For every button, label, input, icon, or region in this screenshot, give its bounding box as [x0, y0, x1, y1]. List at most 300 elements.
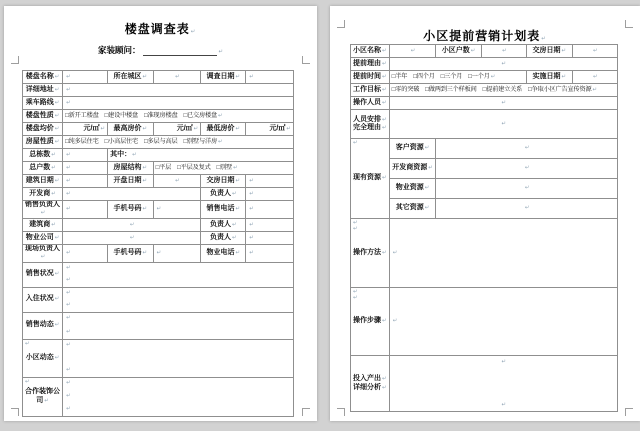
paragraph-marks [25, 341, 30, 347]
cell-text: 销售电话 [206, 205, 235, 213]
cell-text: 楼盘均价 [25, 124, 54, 132]
input-cell[interactable] [246, 231, 294, 244]
cell-text: 操作步骤 [353, 317, 382, 325]
paragraph-marks [353, 289, 358, 301]
paragraph-marks [353, 220, 358, 232]
paragraph-mark: ↵ [249, 234, 254, 241]
input-cell[interactable] [389, 110, 617, 139]
input-cell[interactable] [436, 139, 618, 159]
consultant-blank-field[interactable] [143, 47, 217, 56]
field-label [23, 71, 63, 84]
paragraph-mark: ↵ [249, 249, 254, 256]
paragraph-mark: ↵ [541, 36, 547, 42]
page-title-marketing-plan [330, 27, 640, 44]
cell-text: 提前理由 [353, 59, 382, 67]
paragraph-mark: ↵ [249, 206, 254, 213]
paragraph-mark: ↵ [286, 125, 291, 132]
paragraph-mark: ↵ [235, 125, 241, 132]
cell-text: 实施日期 [532, 72, 561, 80]
unit-cell [63, 123, 108, 136]
cell-text: 元/㎡ [269, 124, 286, 132]
input-cell[interactable] [153, 71, 201, 84]
cell-text: 操作方法 [353, 248, 382, 256]
input-cell[interactable] [572, 45, 617, 58]
paragraph-mark: ↵ [592, 47, 598, 54]
cell-text: 乘车路线 [25, 98, 54, 106]
paragraph-mark: ↵ [54, 296, 60, 303]
paragraph-mark: ↵ [524, 145, 530, 152]
paragraph-mark: ↵ [54, 125, 60, 132]
field-label [201, 71, 246, 84]
paragraph-mark: ↵ [231, 234, 237, 241]
unit-cell [246, 123, 294, 136]
checkbox-options[interactable] [389, 71, 526, 84]
paragraph-mark: ↵ [490, 74, 496, 81]
input-cell[interactable] [246, 175, 294, 188]
input-cell[interactable] [63, 262, 294, 287]
input-cell[interactable] [246, 188, 294, 201]
input-cell[interactable] [246, 71, 294, 84]
field-label-line: 完全理由 [353, 124, 382, 131]
cell-text: 负责人 [209, 220, 231, 228]
paragraph-mark: ↵ [25, 378, 30, 385]
field-label [23, 262, 63, 287]
checkbox-options[interactable] [63, 136, 294, 149]
cell-text: 小区动态 [25, 353, 54, 361]
paragraph-mark: ↵ [51, 151, 56, 158]
cell-text: 详细地址 [25, 85, 54, 93]
paragraph-mark: ↵ [156, 206, 162, 213]
field-label [351, 84, 390, 97]
paragraph-mark: ↵ [190, 29, 197, 35]
paragraph-mark: ↵ [392, 318, 398, 325]
paragraph-mark: ↵ [66, 151, 71, 158]
empty-paragraphs [65, 265, 291, 284]
input-cell[interactable] [389, 97, 617, 110]
input-cell[interactable] [63, 71, 108, 84]
checkbox-option-text: □零的突破 □做两到三个样板间 □提前建立关系 □争取小区广告宣传资源 [391, 86, 592, 94]
paragraph-mark: ↵ [382, 86, 387, 93]
paragraph-mark: ↵ [54, 73, 60, 80]
field-label [108, 244, 154, 262]
paragraph-mark: ↵ [592, 87, 597, 94]
paragraph-mark: ↵ [66, 73, 71, 80]
cell-text: 最高房价 [113, 124, 142, 132]
paragraph-mark: ↵ [502, 47, 507, 54]
cell-text: 现有资源 [353, 174, 382, 182]
cell-text: 物业资源 [395, 184, 424, 192]
margin-corner-mark [625, 408, 633, 416]
field-label [23, 97, 63, 110]
paragraph-mark: ↵ [249, 221, 254, 228]
field-label [108, 71, 154, 84]
field-label [351, 219, 390, 288]
input-cell[interactable] [481, 45, 526, 58]
paragraph-mark: ↵ [353, 289, 358, 295]
paragraph-mark: ↵ [142, 249, 148, 256]
paragraph-mark: ↵ [51, 221, 56, 228]
paragraph-mark: ↵ [382, 116, 387, 123]
input-cell[interactable] [153, 175, 201, 188]
paragraph-mark: ↵ [217, 113, 223, 120]
checkbox-option-text: □半年 □四个月 □三个月 □一个月 [391, 73, 490, 81]
input-cell[interactable] [63, 377, 294, 416]
empty-paragraphs [65, 290, 291, 309]
field-label [23, 136, 63, 149]
checkbox-option-text: □新开工楼盘 □建设中楼盘 □准现房楼盘 □已交房楼盘 [65, 112, 217, 120]
field-label [201, 175, 246, 188]
paragraph-mark: ↵ [353, 226, 358, 233]
paragraph-mark: ↵ [382, 384, 387, 391]
input-cell[interactable] [246, 218, 294, 231]
paragraph-mark: ↵ [129, 234, 135, 241]
paragraph-mark: ↵ [66, 393, 71, 400]
paragraph-mark: ↵ [217, 139, 223, 146]
field-label [23, 149, 63, 162]
field-label [201, 244, 246, 262]
paragraph-mark: ↵ [382, 175, 387, 182]
input-cell[interactable] [436, 199, 618, 219]
field-label [23, 244, 63, 262]
paragraph-mark: ↵ [66, 265, 71, 272]
cell-text: 建筑日期 [25, 176, 54, 184]
paragraph-mark: ↵ [424, 185, 430, 192]
paragraph-mark: ↵ [54, 138, 60, 145]
paragraph-mark: ↵ [235, 206, 241, 213]
field-label [351, 45, 390, 58]
field-label [23, 377, 63, 416]
paragraph-mark: ↵ [382, 125, 387, 131]
paragraph-mark: ↵ [249, 190, 254, 197]
paragraph-mark: ↵ [142, 125, 148, 132]
paragraph-mark: ↵ [592, 73, 598, 80]
paragraph-mark: ↵ [54, 112, 60, 119]
paragraph-mark: ↵ [501, 60, 507, 67]
cell-text: 小区名称 [353, 46, 382, 54]
paragraph-mark: ↵ [54, 86, 60, 93]
paragraph-mark: ↵ [66, 177, 71, 184]
document-page-right [330, 6, 640, 421]
paragraph-mark: ↵ [54, 234, 60, 241]
paragraph-mark: ↵ [524, 185, 530, 192]
cell-text: 元/㎡ [176, 124, 193, 132]
field-label [23, 312, 63, 339]
field-label [527, 45, 572, 58]
field-label [351, 58, 390, 71]
paragraph-mark: ↵ [382, 376, 387, 383]
field-label [351, 71, 390, 84]
page-title-text: 小区提前营销计划表 [423, 29, 541, 43]
field-label [201, 231, 246, 244]
input-cell[interactable] [63, 188, 201, 201]
paragraph-mark: ↵ [193, 125, 199, 132]
cell-text: 小区户数 [441, 46, 470, 54]
paragraph-mark: ↵ [382, 73, 387, 80]
paragraph-mark: ↵ [501, 120, 507, 127]
input-cell[interactable] [63, 175, 108, 188]
paragraph-mark: ↵ [129, 221, 135, 228]
input-cell[interactable] [389, 58, 617, 71]
cell-text: 现场负责人 [25, 244, 61, 252]
paragraph-mark: ↵ [424, 145, 430, 152]
paragraph-mark: ↵ [66, 277, 71, 284]
input-cell[interactable] [246, 244, 294, 262]
cell-text: 总户数 [29, 163, 51, 171]
input-cell[interactable] [389, 356, 617, 412]
cell-text: 销售状况 [25, 270, 54, 278]
paragraph-mark: ↵ [142, 164, 148, 171]
paragraph-mark: ↵ [382, 249, 387, 256]
paragraph-mark: ↵ [51, 164, 56, 171]
input-cell[interactable] [389, 288, 617, 356]
margin-corner-mark [11, 56, 19, 64]
empty-paragraphs [392, 359, 615, 409]
paragraph-mark: ↵ [470, 47, 476, 54]
cell-text: 提前时间 [353, 72, 382, 80]
paragraph-mark: ↵ [54, 354, 60, 361]
cell-text: 手机号码 [113, 248, 142, 256]
field-label [23, 123, 63, 136]
unit-cell [153, 123, 201, 136]
paragraph-mark: ↵ [501, 401, 507, 408]
input-cell[interactable] [63, 231, 201, 244]
cell-text: 房屋性质 [25, 137, 54, 145]
cell-text: 开发商 [29, 189, 51, 197]
paragraph-mark: ↵ [40, 254, 46, 261]
field-label [389, 179, 436, 199]
field-label [23, 201, 63, 219]
survey-form-table [22, 70, 294, 417]
input-cell[interactable] [63, 149, 108, 162]
cell-text: 销售动态 [25, 321, 54, 329]
cell-text: 负责人 [209, 233, 231, 241]
input-cell[interactable] [153, 201, 201, 219]
checkbox-options[interactable] [153, 162, 293, 175]
cell-text: 开盘日期 [113, 176, 142, 184]
paragraph-mark: ↵ [142, 206, 148, 213]
field-label [108, 162, 154, 175]
paragraph-mark: ↵ [501, 99, 507, 106]
paragraph-mark: ↵ [382, 99, 387, 106]
paragraph-mark: ↵ [54, 99, 60, 106]
consultant-label: 家装顾问： [97, 45, 141, 55]
field-label-line: 投入产出 [353, 375, 382, 383]
paragraph-mark: ↵ [142, 177, 148, 184]
paragraph-mark: ↵ [231, 221, 237, 228]
input-cell[interactable] [63, 162, 108, 175]
field-label-line: 详细分析 [353, 383, 382, 391]
paragraph-mark: ↵ [353, 295, 358, 302]
field-label-line: 人员安排 [353, 115, 382, 123]
paragraph-mark: ↵ [54, 322, 60, 329]
input-cell[interactable] [153, 244, 201, 262]
cell-text: 客户资源 [395, 144, 424, 152]
input-cell[interactable] [389, 219, 617, 288]
paragraph-mark: ↵ [249, 177, 254, 184]
field-label [201, 201, 246, 219]
checkbox-options[interactable] [389, 84, 617, 97]
cell-text: 负责人 [209, 189, 231, 197]
input-cell[interactable] [63, 218, 201, 231]
input-cell[interactable] [63, 84, 294, 97]
paragraph-mark: ↵ [66, 380, 71, 387]
paragraph-mark: ↵ [142, 73, 148, 80]
paragraph-mark: ↵ [392, 249, 398, 256]
cell-text: 其中： [110, 150, 132, 158]
margin-corner-mark [302, 408, 310, 416]
paragraph-marks [25, 379, 30, 385]
paragraph-mark: ↵ [424, 205, 430, 212]
paragraph-mark: ↵ [501, 358, 507, 365]
paragraph-mark: ↵ [218, 49, 224, 55]
paragraph-mark: ↵ [231, 190, 237, 197]
paragraph-mark: ↵ [382, 318, 387, 325]
cell-text: 楼盘性质 [25, 111, 54, 119]
paragraph-mark: ↵ [410, 47, 416, 54]
cell-text: 合作装饰公司 [25, 388, 61, 404]
cell-text: 所在城区 [113, 72, 142, 80]
paragraph-mark: ↵ [249, 73, 254, 80]
field-label [23, 175, 63, 188]
field-label [23, 218, 63, 231]
input-cell[interactable] [63, 201, 108, 219]
paragraph-mark: ↵ [66, 367, 71, 374]
paragraph-mark: ↵ [66, 315, 71, 322]
paragraph-mark: ↵ [132, 151, 137, 158]
field-label [108, 201, 154, 219]
field-label [23, 162, 63, 175]
field-label [389, 199, 436, 219]
document-page-left [4, 6, 317, 421]
paragraph-mark: ↵ [25, 340, 30, 347]
empty-paragraphs [65, 315, 291, 336]
margin-corner-mark [11, 408, 19, 416]
cell-text: 元/㎡ [83, 124, 100, 132]
paragraph-mark: ↵ [66, 86, 71, 93]
cell-text: 交房日期 [206, 176, 235, 184]
input-cell[interactable] [63, 312, 294, 339]
paragraph-mark: ↵ [561, 73, 567, 80]
paragraph-mark: ↵ [66, 99, 71, 106]
page-title-text: 楼盘调查表 [124, 22, 190, 36]
paragraph-mark: ↵ [66, 190, 71, 197]
field-label [351, 356, 390, 412]
field-label [351, 110, 390, 139]
cell-text: 其它资源 [395, 204, 424, 212]
input-cell[interactable] [63, 97, 294, 110]
field-label [389, 159, 436, 179]
cell-text: 总栋数 [29, 150, 51, 158]
cell-text: 房屋结构 [113, 163, 142, 171]
field-label [108, 123, 154, 136]
paragraph-mark: ↵ [54, 271, 60, 278]
field-label [23, 84, 63, 97]
paragraph-mark: ↵ [353, 220, 358, 226]
field-label [351, 288, 390, 356]
cell-text: 手机号码 [113, 205, 142, 213]
input-cell[interactable] [436, 179, 618, 199]
paragraph-mark: ↵ [66, 329, 71, 336]
field-label [389, 139, 436, 159]
paragraph-mark: ↵ [175, 73, 180, 80]
cell-text: 操作人员 [353, 98, 382, 106]
cell-text: 开发商资源 [392, 164, 428, 172]
checkbox-options[interactable] [63, 110, 294, 123]
cell-text: 销售负责人 [25, 201, 61, 208]
paragraph-mark: ↵ [66, 342, 71, 349]
field-label [108, 175, 154, 188]
cell-text: 物业公司 [25, 233, 54, 241]
empty-paragraphs [65, 342, 291, 374]
field-label [527, 71, 572, 84]
paragraph-mark: ↵ [66, 302, 71, 309]
cell-text: 建筑商 [29, 220, 51, 228]
paragraph-mark: ↵ [524, 165, 530, 172]
paragraph-mark: ↵ [235, 249, 241, 256]
cell-text: 物业电话 [206, 248, 235, 256]
field-label [23, 287, 63, 312]
field-label [201, 218, 246, 231]
paragraph-mark: ↵ [561, 47, 567, 54]
paragraph-mark: ↵ [428, 165, 433, 172]
input-cell[interactable] [246, 201, 294, 219]
cell-text: 调查日期 [206, 72, 235, 80]
field-label [23, 110, 63, 123]
cell-text: 楼盘名称 [25, 72, 54, 80]
field-label [23, 231, 63, 244]
input-cell[interactable] [63, 244, 108, 262]
paragraph-mark: ↵ [382, 60, 387, 67]
field-label [108, 149, 294, 162]
paragraph-mark: ↵ [175, 177, 180, 184]
paragraph-mark: ↵ [44, 397, 49, 404]
empty-paragraphs [65, 380, 291, 413]
field-label [351, 139, 390, 219]
cell-text: 最低房价 [206, 124, 235, 132]
paragraph-marks [353, 140, 358, 146]
checkbox-option-text: □纯多层住宅 □小高层住宅 □多层与高层 □别墅与洋房 [65, 138, 217, 146]
checkbox-option-text: □平层 □平层及复式 □别墅 [155, 164, 233, 172]
margin-corner-mark [302, 56, 310, 64]
paragraph-mark: ↵ [235, 73, 241, 80]
input-cell[interactable] [389, 45, 436, 58]
paragraph-mark: ↵ [100, 125, 106, 132]
paragraph-mark: ↵ [40, 210, 46, 217]
field-label [201, 188, 246, 201]
cell-text: 交房日期 [532, 46, 561, 54]
field-label [436, 45, 481, 58]
marketing-plan-table [350, 44, 618, 412]
paragraph-mark: ↵ [353, 140, 358, 146]
input-cell[interactable] [436, 159, 618, 179]
input-cell[interactable] [572, 71, 617, 84]
paragraph-mark: ↵ [51, 190, 56, 197]
consultant-line [4, 44, 317, 56]
input-cell[interactable] [63, 287, 294, 312]
input-cell[interactable] [63, 339, 294, 377]
field-label [23, 188, 63, 201]
paragraph-mark: ↵ [235, 177, 241, 184]
field-label [351, 97, 390, 110]
paragraph-mark: ↵ [66, 164, 71, 171]
paragraph-mark: ↵ [66, 249, 71, 256]
page-title-survey-form [4, 20, 317, 37]
margin-corner-mark [337, 408, 345, 416]
paragraph-mark: ↵ [66, 290, 71, 297]
field-label [201, 123, 246, 136]
paragraph-mark: ↵ [66, 206, 71, 213]
cell-text: 工作目标 [353, 85, 382, 93]
